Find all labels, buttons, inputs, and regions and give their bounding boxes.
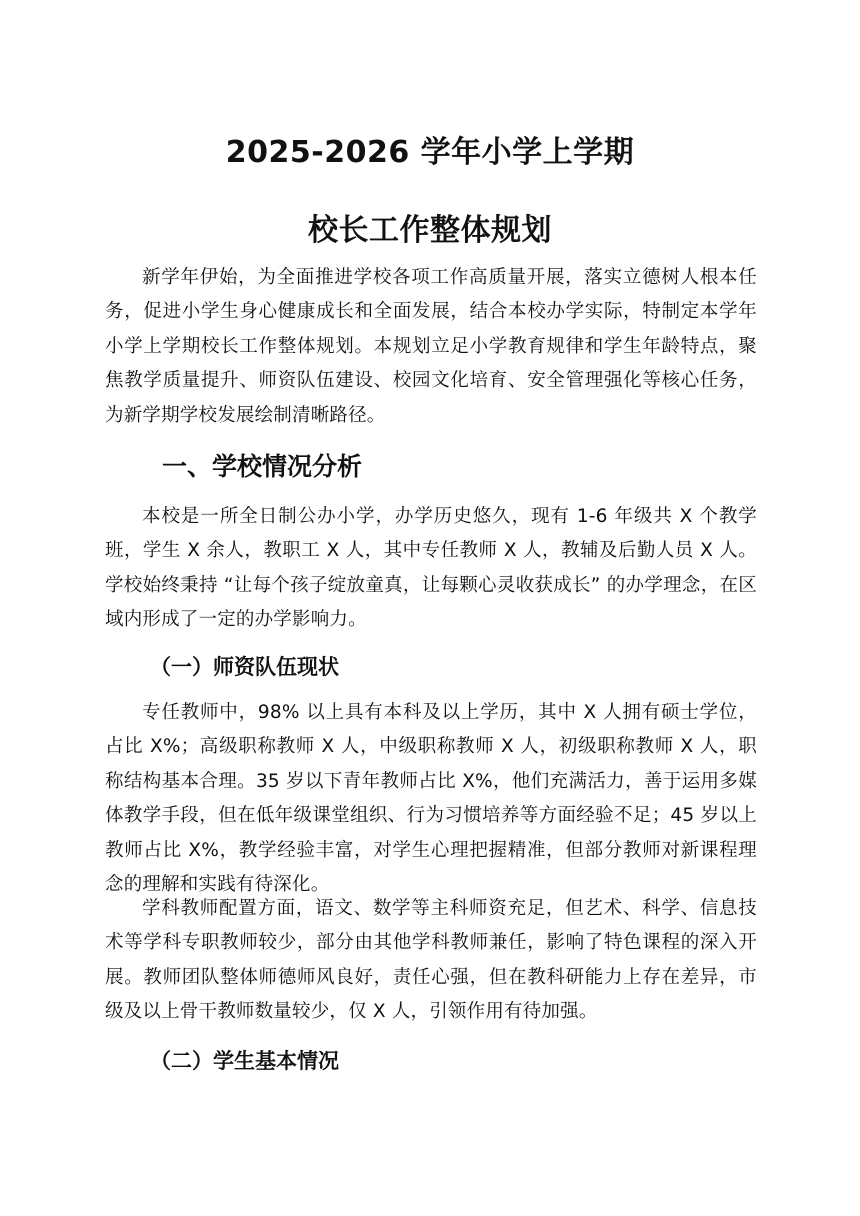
section1-heading: 一、学校情况分析 (162, 452, 363, 481)
teachers-paragraph-2: 学科教师配置方面，语文、数学等主科师资充足，但艺术、科学、信息技术等学科专职教师较少，部分由其他学科教师兼任，影响了特色课程的深入开展。教师团队整体师德师风良好，责任心强，但在教科研能力上存在差异，市级及以上骨干教师数量较少，仅 X 人，引领作用有待加强。 (105, 898, 757, 1023)
school-overview-paragraph: 本校是一所全日制公办小学，办学历史悠久，现有 1-6 年级共 X 个教学班，学生 X 余人，教职工 X 人，其中专任教师 X 人，教辅及后勤人员 X 人。学校始终秉持 “让每个孩子绽放童真，让每颗心灵收获成长” 的办学理念，在区域内形成了一定的办学影响力。 (105, 506, 757, 631)
intro-paragraph: 新学年伊始，为全面推进学校各项工作高质量开展，落实立德树人根本任务，促进小学生身心健康成长和全面发展，结合本校办学实际，特制定本学年小学上学期校长工作整体规划。本规划立足小学教育规律和学生年龄特点，聚焦教学质量提升、师资队伍建设、校园文化培育、安全管理强化等核心任务，为新学期学校发展绘制清晰路径。 (105, 267, 757, 426)
subsection-students-heading: （二）学生基本情况 (150, 1049, 339, 1073)
teachers-paragraph-1: 专任教师中，98% 以上具有本科及以上学历，其中 X 人拥有硕士学位，占比 X%；高级职称教师 X 人，中级职称教师 X 人，初级职称教师 X 人，职称结构基本合理。35 岁以下青年教师占比 X%，他们充满活力，善于运用多媒体教学手段，但在低年级课堂组织、行为习惯培养等方面经验不足；45 岁以上教师占比 X%，教学经验丰富，对学生心理把握精准，但部分教师对新课程理念的理解和实践有待深化。 (105, 702, 757, 896)
document-title-line2: 校长工作整体规划 (308, 213, 552, 248)
document-title-line1: 2025-2026 学年小学上学期 (225, 135, 635, 170)
subsection-teachers-heading: （一）师资队伍现状 (150, 655, 339, 679)
